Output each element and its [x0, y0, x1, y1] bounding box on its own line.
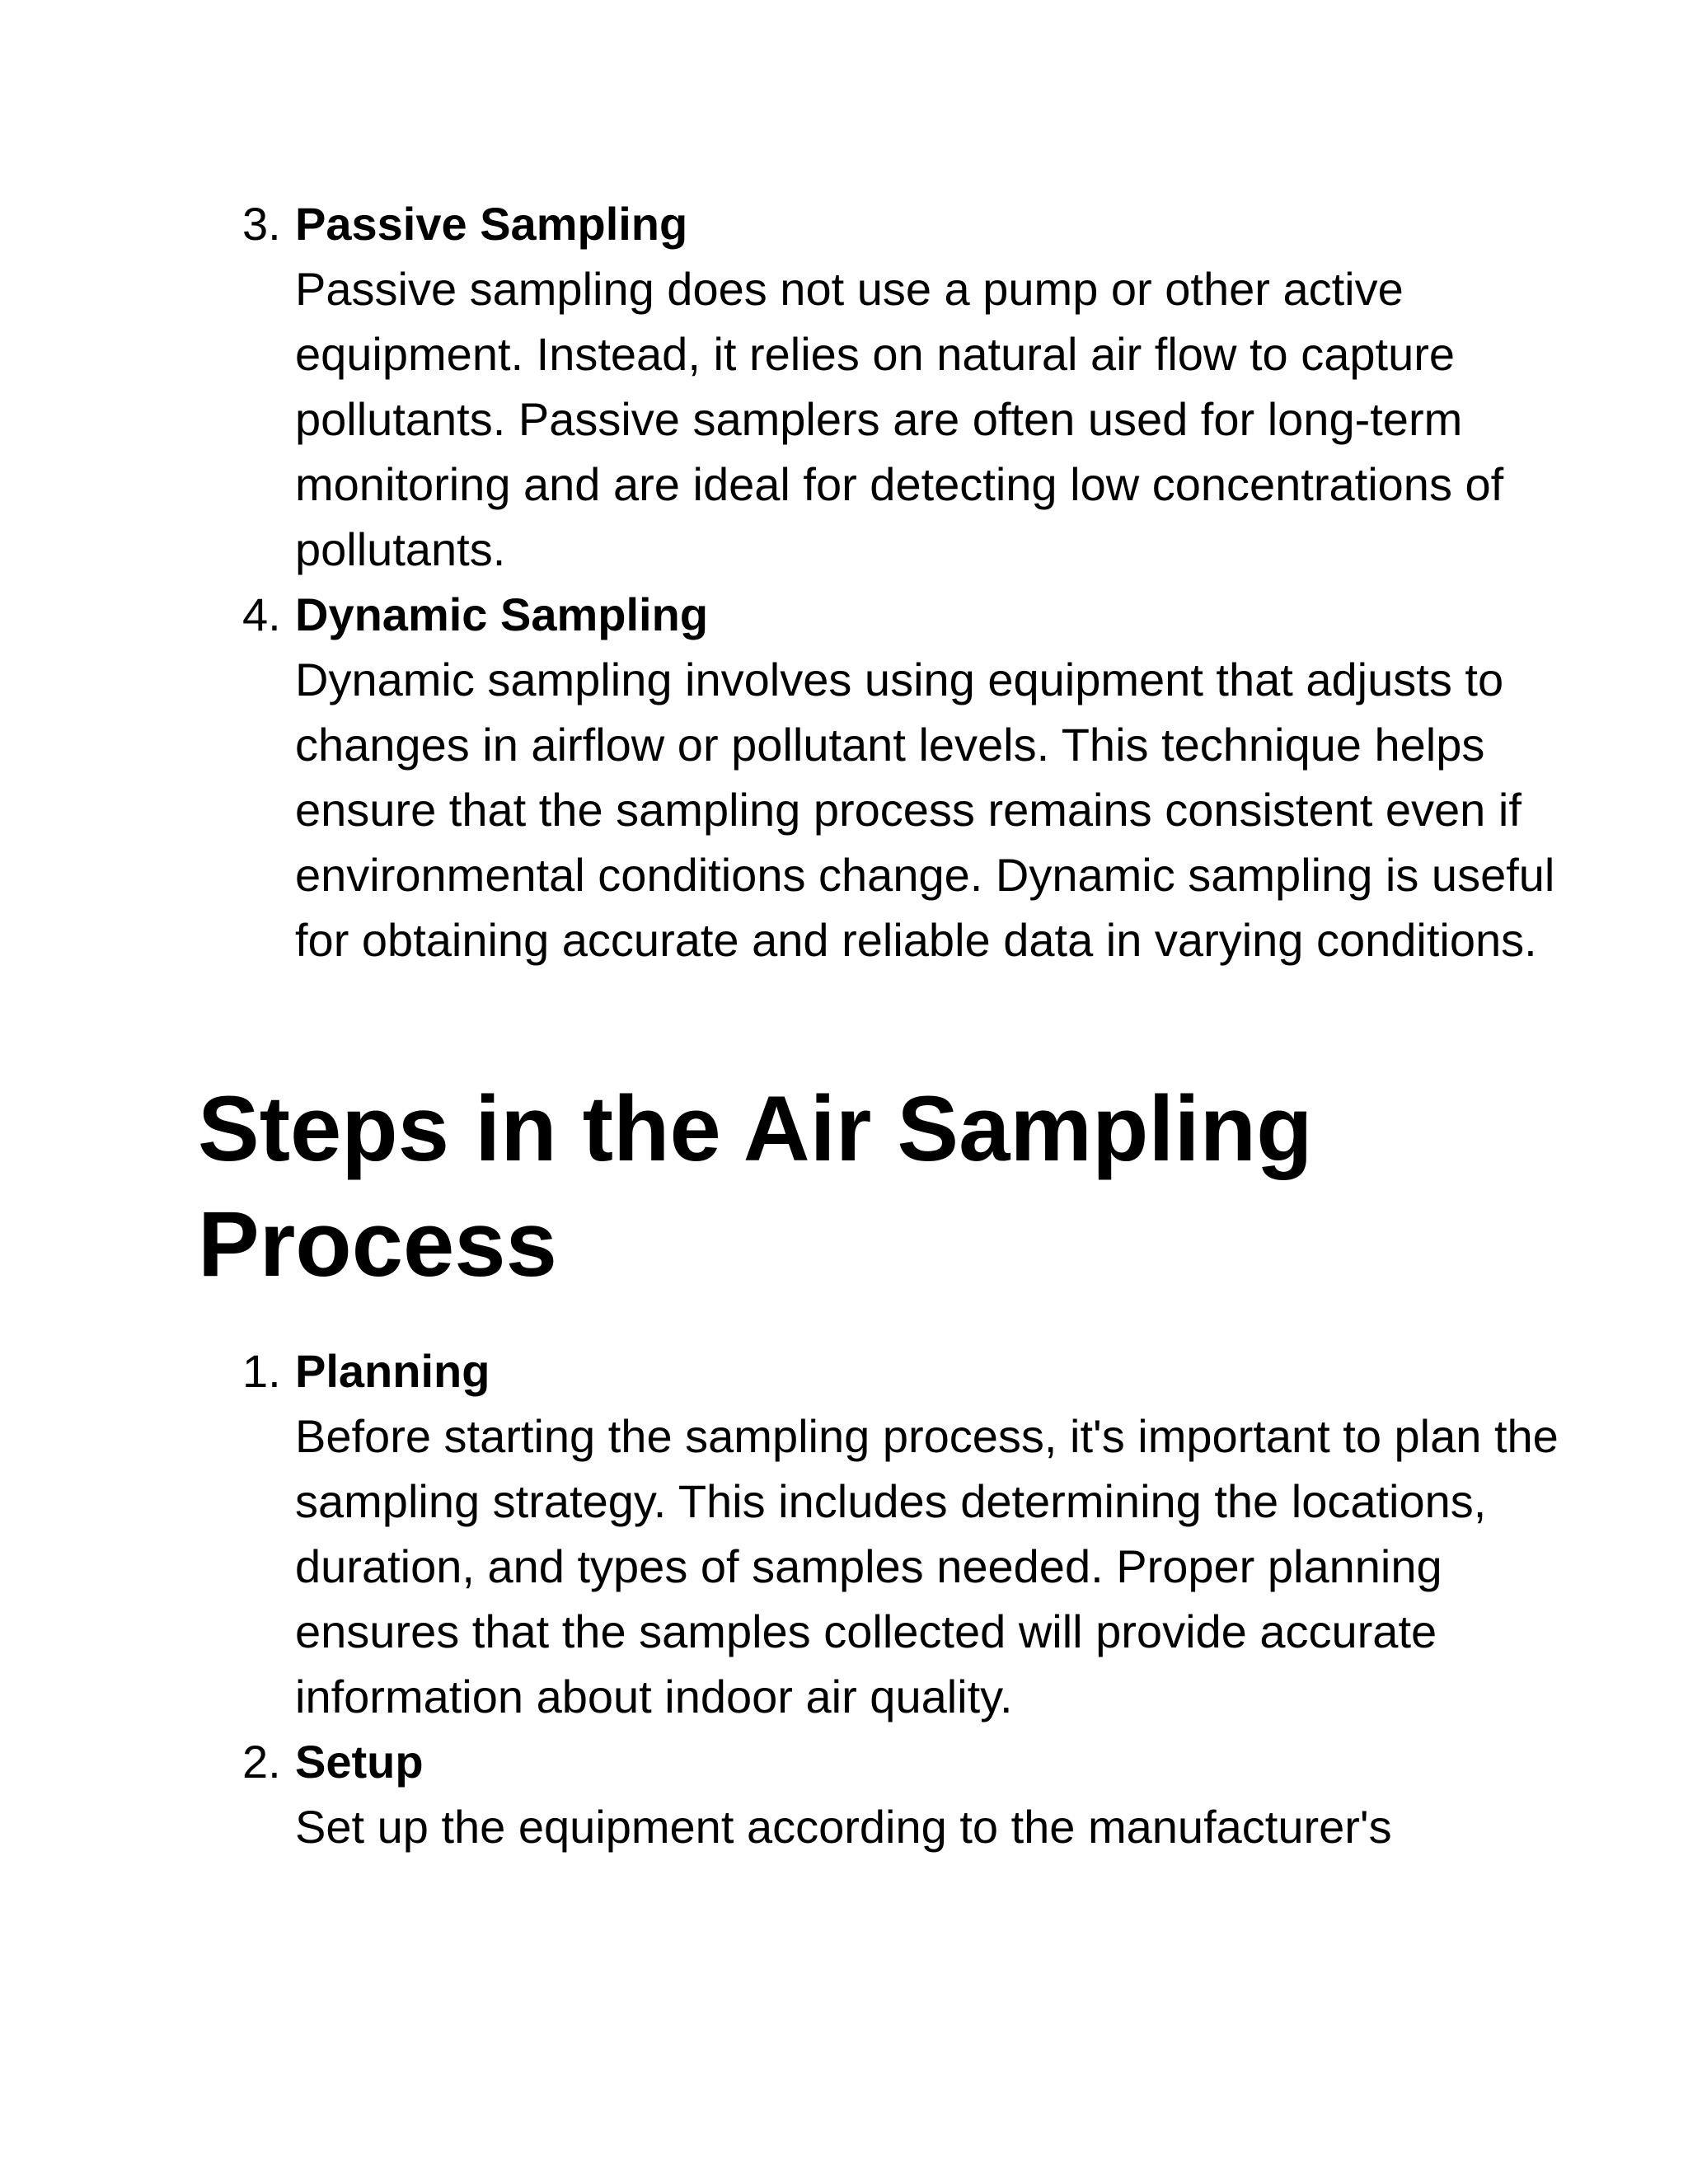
- list-item: [198, 1729, 1517, 1859]
- list-item-number: 2.: [242, 1736, 281, 1788]
- list-item: [198, 191, 1517, 582]
- section-heading: Steps in the Air Sampling Process: [198, 1077, 1313, 1296]
- list-item: [198, 1338, 1559, 1729]
- sampling-steps-list: [198, 1338, 1559, 1859]
- list-item-body: Dynamic sampling involves using equipment that adjusts to changes in airflow or pollutant levels. This technique helps ensure that the sampling process remains consistent even if environmental conditions change. Dynamic sampling is useful for obtaining accurate and reliable data in varying conditions.: [295, 654, 1555, 966]
- list-item-number: 4.: [242, 588, 281, 640]
- list-item-number: 1.: [242, 1345, 281, 1397]
- list-item-body: Set up the equipment according to the manufacturer's: [295, 1801, 1392, 1853]
- list-item-body: Before starting the sampling process, it's important to plan the sampling strategy. This includes determining the locations, duration, and types of samples needed. Proper planning ensures that the samples collected will provide accurate information about indoor air quality.: [295, 1410, 1559, 1722]
- list-item-title: Passive Sampling: [295, 198, 688, 250]
- list-item-title: Planning: [295, 1345, 490, 1397]
- list-item-body: Passive sampling does not use a pump or other active equipment. Instead, it relies on natural air flow to capture pollutants. Passive samplers are often used for long-term monitoring and are ideal for detecting low concentrations of pollutants.: [295, 263, 1504, 575]
- sampling-methods-list: [198, 191, 1555, 972]
- list-item: [198, 582, 1555, 972]
- list-item-number: 3.: [242, 198, 281, 250]
- list-item-title: Setup: [295, 1736, 424, 1788]
- list-item-title: Dynamic Sampling: [295, 588, 709, 640]
